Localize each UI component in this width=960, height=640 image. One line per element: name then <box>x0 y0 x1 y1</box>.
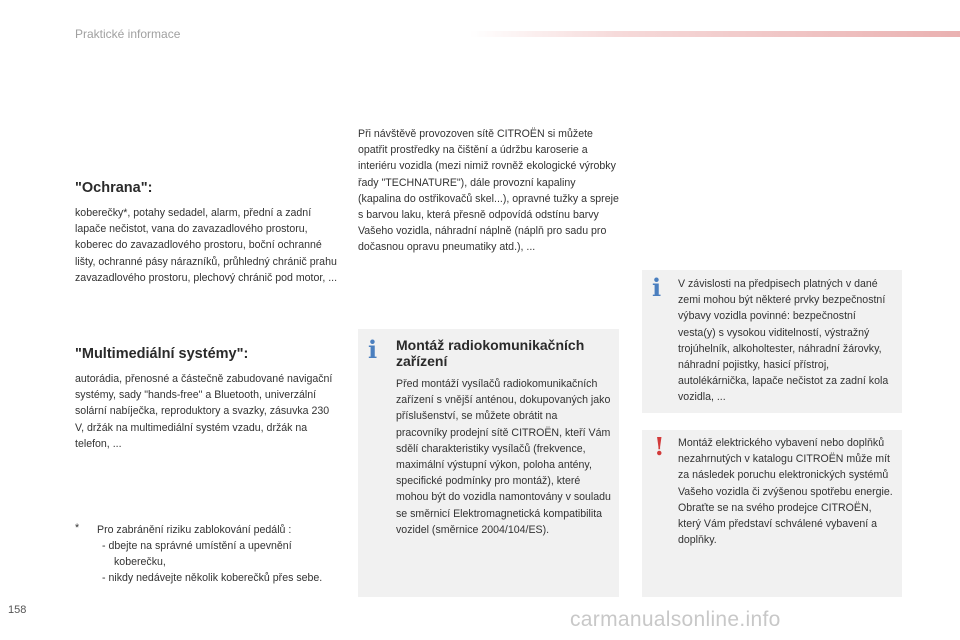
radio-box-title: Montáž radiokomunikačních zařízení <box>396 337 585 369</box>
header-accent-bar <box>470 31 960 37</box>
electrical-warning-note <box>642 430 902 597</box>
footnote-marker: * <box>75 522 80 534</box>
ochrana-heading: "Ochrana": <box>75 180 153 196</box>
multimedia-heading: "Multimediální systémy": <box>75 346 249 362</box>
watermark: carmanualsonline.info <box>570 608 781 631</box>
info-icon: i <box>652 273 662 302</box>
footnote-item: - nikdy nedávejte několik koberečků přes sebe. <box>102 572 323 584</box>
ochrana-text: koberečky*, potahy sedadel, alarm, přední a zadní lapače nečistot, vana do zavazadlového prostoru, koberec do zavazadlového prostoru, boční ochranné lišty, ochranné pásy nárazníků, průhledný chránič prahu zavazadlového prostoru, plechový chránič pod motor, ... <box>75 207 338 284</box>
section-title: Praktické informace <box>75 27 181 41</box>
regulations-text: V závislosti na předpisech platných v dané zemi mohou být některé prvky bezpečnostní výbavy vozidla povinné: bezpečnostní vesta(y) s vysokou viditelností, výstražný trojúhelník, alkoholtester, náhradní žárovky, náhradní pojistky, hasicí přístroj, autolékárnička, lapače nečistot za zadní kola vozidla, ... <box>678 278 889 404</box>
multimedia-section <box>75 346 340 452</box>
info-icon: i <box>368 335 378 364</box>
radio-equipment-box <box>358 329 619 597</box>
footnote-intro: Pro zabránění riziku zablokování pedálů : <box>97 524 292 536</box>
footnote <box>75 522 345 586</box>
regulations-note <box>642 270 902 413</box>
warning-text: Montáž elektrického vybavení nebo doplňků nezahrnutých v katalogu CITROËN může mít za následek poruchu elektronických systémů Vašeho vozidla či zvýšenou spotřebu energie. Obraťte se na svého prodejce CITROËN, který Vám představí schválené vybavení a doplňky. <box>678 437 893 547</box>
citroen-products-paragraph <box>358 126 620 256</box>
footnote-item: - dbejte na správné umístění a upevnění koberečku, <box>102 540 292 568</box>
ochrana-section <box>75 180 340 286</box>
radio-box-text: Před montáží vysílačů radiokomunikačních zařízení s vnější anténou, dokupovaných jako příslušenství, se můžete obrátit na pracovníky prodejní sítě CITROËN, kteří Vám sdělí charakteristiky vysílačů (frekvence, maximální výstupní výkon, poloha antény, specifické podmínky pro montáž), které mohou být do vozidla namontovány v souladu se směrnicí Elektromagnetická kompatibilita vozidel (směrnice 2004/104/ES). <box>396 378 611 536</box>
multimedia-text: autorádia, přenosné a částečně zabudované navigační systémy, sady "hands-free" a Bluetooth, univerzální solární nabíječka, reproduktory a svazky, zásuvka 230 V, držák na multimediální systém vzadu, držák na telefon, ... <box>75 373 333 450</box>
products-text: Při návštěvě provozoven sítě CITROËN si můžete opatřit prostředky na čištění a údržbu karoserie a interiéru vozidla (mezi nimiž rovněž ekologické výrobky řady "TECHNATURE"), dále provozní kapaliny (kapalina do ostřikovačů skel...), opravné tužky a spreje s barvou laku, která přesně odpovídá odstínu barvy Vašeho vozidla, náhradní náplně (náplň pro sadu pro dočasnou opravu pneumatiky atd.), ... <box>358 128 619 254</box>
page-number: 158 <box>8 604 27 616</box>
warning-icon: ! <box>654 432 665 461</box>
